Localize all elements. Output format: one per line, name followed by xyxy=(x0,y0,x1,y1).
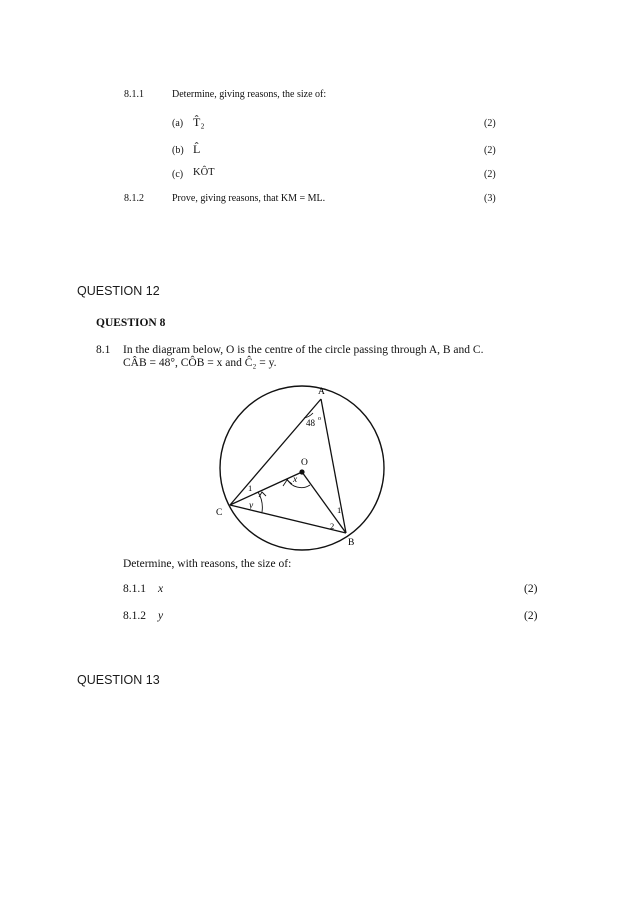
item-b-text: L̂ xyxy=(193,142,201,156)
question-8-1-line2: CÂB = 48°, CÔB = x and Ĉ₂ = y. xyxy=(123,357,277,369)
item-b-label: (b) xyxy=(172,145,184,156)
sub-8-1-2-number: 8.1.2 xyxy=(123,610,146,622)
instruction-text: Determine, giving reasons, the size of: xyxy=(172,89,327,100)
angle-label-y: y xyxy=(249,501,254,511)
item-c-label: (c) xyxy=(172,169,184,180)
sub-8-1-1-variable: x xyxy=(158,583,164,595)
point-label-a: A xyxy=(318,387,325,397)
centre-point xyxy=(299,469,304,474)
angle-b1-number: 1 xyxy=(337,505,342,515)
question-8-1-number: 8.1 xyxy=(96,344,111,356)
angle-label-x: x xyxy=(293,475,298,485)
question-number-8-1-2: 8.1.2 xyxy=(124,193,144,204)
sub-8-1-1-marks: (2) xyxy=(524,583,538,595)
item-c-text: KÔT xyxy=(193,167,215,178)
question-8-1-line1: In the diagram below, O is the centre of the circle passing through A, B and C. xyxy=(123,344,484,356)
sub-8-1-2-marks: (2) xyxy=(524,610,538,622)
item-c-marks: (2) xyxy=(484,169,496,180)
determine-text: Determine, with reasons, the size of: xyxy=(123,558,292,570)
question-number-8-1-1: 8.1.1 xyxy=(124,89,144,100)
question-12-heading: QUESTION 12 xyxy=(77,284,160,298)
prove-marks: (3) xyxy=(484,193,496,204)
circle-outline xyxy=(220,386,384,550)
point-label-c: C xyxy=(216,508,223,518)
item-a-label: (a) xyxy=(172,118,184,129)
question-13-heading: QUESTION 13 xyxy=(77,673,160,687)
question-8-title: QUESTION 8 xyxy=(96,317,166,329)
angle-b2-number: 2 xyxy=(330,521,335,531)
sub-8-1-1-number: 8.1.1 xyxy=(123,583,146,595)
angle-label-48: 48 xyxy=(306,418,315,428)
item-a-marks: (2) xyxy=(484,118,496,129)
point-label-o: O xyxy=(301,458,308,468)
angle-c1-number: 1 xyxy=(248,483,253,493)
item-b-marks: (2) xyxy=(484,145,496,156)
prove-text: Prove, giving reasons, that KM = ML. xyxy=(172,193,326,204)
line-ac xyxy=(230,399,321,505)
degree-sign: o xyxy=(318,416,321,422)
arrow-x xyxy=(283,480,292,486)
line-oc xyxy=(230,472,302,505)
sub-8-1-2-variable: y xyxy=(158,610,164,622)
item-a-text: T̂₂ xyxy=(193,115,205,129)
point-label-b: B xyxy=(348,538,355,548)
line-ab xyxy=(321,399,346,533)
